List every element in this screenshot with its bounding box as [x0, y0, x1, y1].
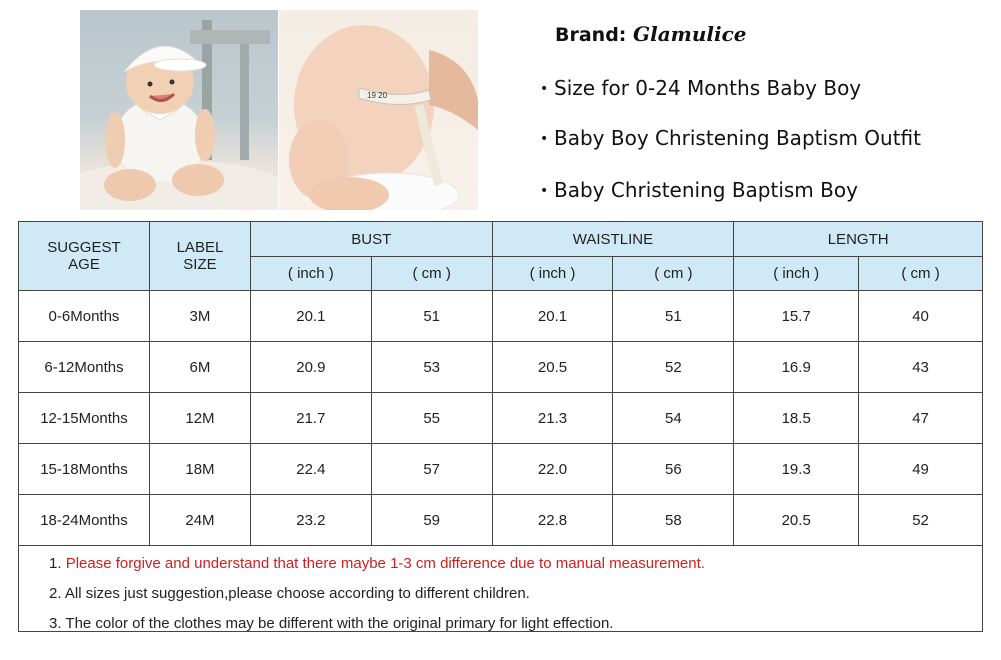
note-text: The color of the clothes may be different with the original primary for light effection.	[65, 615, 614, 632]
cell-waist-cm: 54	[613, 393, 734, 444]
baby-measuring-illustration	[279, 10, 478, 210]
cell-bust-cm: 55	[371, 393, 492, 444]
cell-label-size: 18M	[149, 444, 250, 495]
feature-bullet-3	[540, 178, 858, 202]
bullet-dot-icon: •	[540, 81, 549, 97]
notes-row	[19, 546, 983, 632]
table-row	[19, 291, 983, 342]
table-row	[19, 342, 983, 393]
table-row	[19, 495, 983, 546]
cell-waist-inch: 21.3	[492, 393, 613, 444]
cell-label-size: 12M	[149, 393, 250, 444]
header-length: LENGTH	[734, 222, 983, 257]
cell-waist-cm: 56	[613, 444, 734, 495]
cell-length-inch: 18.5	[734, 393, 859, 444]
cell-age: 12-15Months	[19, 393, 150, 444]
baby-measuring-tape-photo	[279, 10, 478, 210]
cell-label-size: 3M	[149, 291, 250, 342]
note-number: 3.	[49, 615, 62, 632]
cell-bust-cm: 53	[371, 342, 492, 393]
cell-length-cm: 52	[859, 495, 983, 546]
feature-bullet-2	[540, 126, 921, 150]
cell-waist-inch: 20.1	[492, 291, 613, 342]
cell-length-inch: 19.3	[734, 444, 859, 495]
cell-age: 6-12Months	[19, 342, 150, 393]
cell-bust-cm: 59	[371, 495, 492, 546]
header-label-size: LABEL SIZE	[149, 222, 250, 291]
cell-age: 0-6Months	[19, 291, 150, 342]
table-row	[19, 393, 983, 444]
note-text: All sizes just suggestion,please choose according to different children.	[64, 585, 530, 602]
cell-length-inch: 20.5	[734, 495, 859, 546]
note-3	[49, 616, 982, 631]
cell-label-size: 24M	[149, 495, 250, 546]
header-bust: BUST	[250, 222, 492, 257]
cell-length-cm: 43	[859, 342, 983, 393]
unit-inch-waist: ( inch )	[492, 257, 613, 291]
feature-bullet-text: Baby Boy Christening Baptism Outfit	[554, 126, 921, 150]
cell-waist-cm: 51	[613, 291, 734, 342]
brand-line	[555, 22, 746, 46]
unit-cm-waist: ( cm )	[613, 257, 734, 291]
cell-bust-inch: 21.7	[250, 393, 371, 444]
note-number: 2.	[49, 585, 62, 602]
cell-waist-inch: 22.0	[492, 444, 613, 495]
cell-waist-inch: 22.8	[492, 495, 613, 546]
note-2	[49, 586, 982, 601]
cell-bust-inch: 20.1	[250, 291, 371, 342]
tape-numbers: 19 20	[367, 91, 388, 100]
unit-inch-bust: ( inch )	[250, 257, 371, 291]
size-chart-table	[18, 221, 983, 632]
cell-bust-inch: 23.2	[250, 495, 371, 546]
cell-length-cm: 47	[859, 393, 983, 444]
cell-age: 15-18Months	[19, 444, 150, 495]
cell-length-cm: 40	[859, 291, 983, 342]
cell-length-cm: 49	[859, 444, 983, 495]
unit-cm-length: ( cm )	[859, 257, 983, 291]
feature-bullet-1	[540, 76, 861, 100]
cell-length-inch: 16.9	[734, 342, 859, 393]
cell-bust-inch: 20.9	[250, 342, 371, 393]
unit-inch-length: ( inch )	[734, 257, 859, 291]
cell-waist-cm: 58	[613, 495, 734, 546]
notes-cell	[19, 546, 983, 632]
cell-bust-cm: 51	[371, 291, 492, 342]
baby-in-outfit-illustration	[80, 10, 278, 210]
header-suggest-age: SUGGEST AGE	[19, 222, 150, 291]
cell-waist-inch: 20.5	[492, 342, 613, 393]
note-number: 1.	[49, 555, 62, 572]
cell-label-size: 6M	[149, 342, 250, 393]
note-1	[49, 556, 982, 571]
feature-bullet-text: Baby Christening Baptism Boy	[554, 178, 858, 202]
header-waistline: WAISTLINE	[492, 222, 734, 257]
feature-bullet-text: Size for 0-24 Months Baby Boy	[554, 76, 862, 100]
brand-name: Glamulice	[633, 22, 747, 46]
table-row	[19, 444, 983, 495]
note-text-highlight: Please forgive and understand that there maybe 1-3 cm difference due to manual measurement.	[65, 555, 705, 572]
brand-label: Brand:	[555, 24, 627, 46]
unit-cm-bust: ( cm )	[371, 257, 492, 291]
cell-bust-cm: 57	[371, 444, 492, 495]
baby-in-outfit-photo	[80, 10, 278, 210]
cell-waist-cm: 52	[613, 342, 734, 393]
cell-length-inch: 15.7	[734, 291, 859, 342]
cell-age: 18-24Months	[19, 495, 150, 546]
bullet-dot-icon: •	[540, 183, 549, 199]
bullet-dot-icon: •	[540, 131, 549, 147]
cell-bust-inch: 22.4	[250, 444, 371, 495]
